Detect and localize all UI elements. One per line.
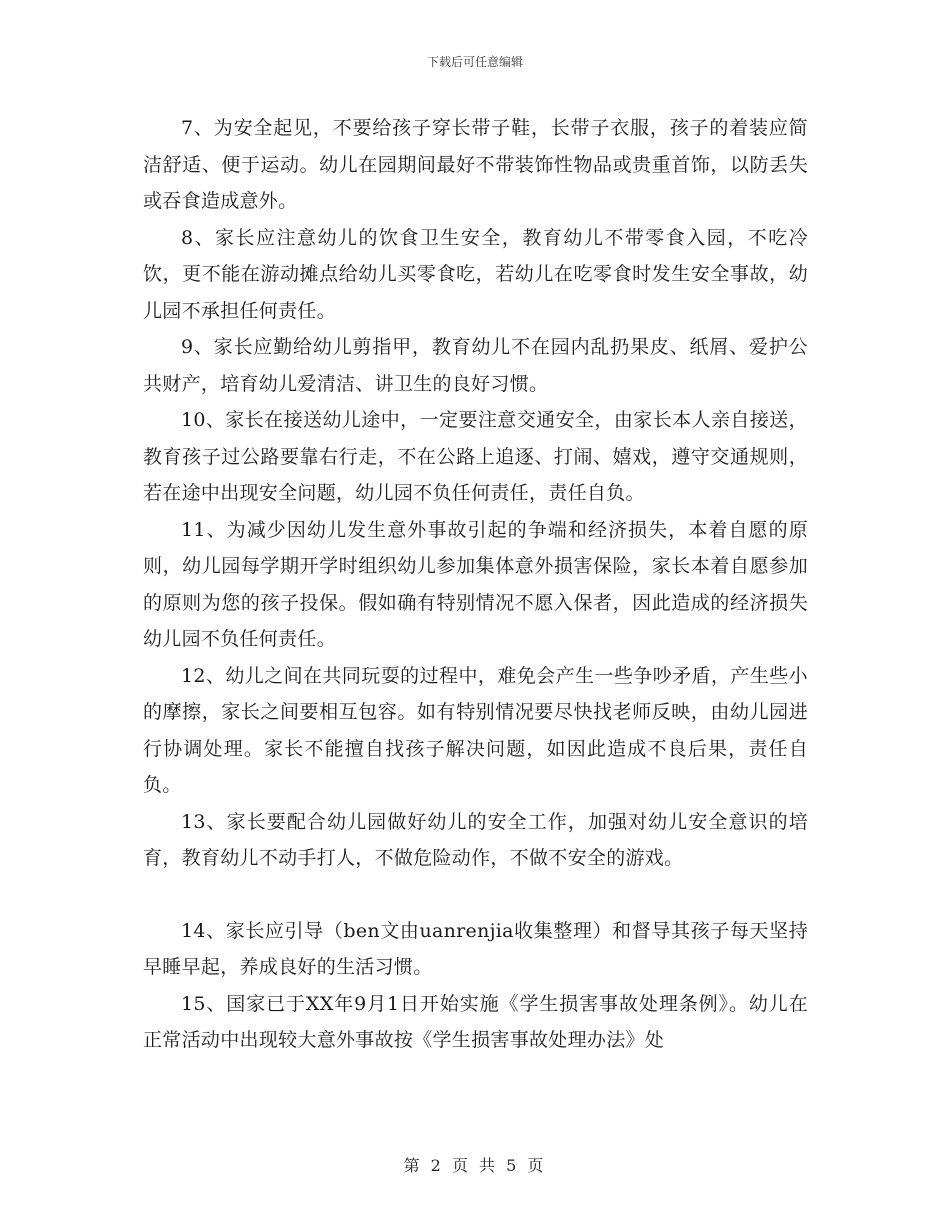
paragraph-item-13: 13、家长要配合幼儿园做好幼儿的安全工作，加强对幼儿安全意识的培育，教育幼儿不动手打人，不做危险动作，不做不安全的游戏。: [143, 810, 808, 869]
page-number-footer: 第 2 页 共 5 页: [403, 1156, 547, 1175]
paragraph-item-7: 7、为安全起见，不要给孩子穿长带子鞋，长带子衣服，孩子的着装应简洁舒适、便于运动。幼儿在园期间最好不带装饰性物品或贵重首饰，以防丢失或吞食造成意外。: [143, 117, 808, 212]
paragraph-item-15: 15、国家已于XX年9月1日开始实施《学生损害事故处理条例》。幼儿在正常活动中出现较大意外事故按《学生损害事故处理办法》处: [143, 992, 808, 1051]
paragraph-item-9: 9、家长应勤给幼儿剪指甲，教育幼儿不在园内乱扔果皮、纸屑、爱护公共财产，培育幼儿爱清洁、讲卫生的良好习惯。: [143, 336, 808, 395]
paragraph-item-12: 12、幼儿之间在共同玩耍的过程中，难免会产生一些争吵矛盾，产生些小的摩擦，家长之间要相互包容。如有特别情况要尽快找老师反映，由幼儿园进行协调处理。家长不能擅自找孩子解决问题，如因此造成不良后果，责任自负。: [143, 664, 808, 796]
paragraph-item-8: 8、家长应注意幼儿的饮食卫生安全，教育幼儿不带零食入园，不吃冷饮，更不能在游动摊点给幼儿买零食吃，若幼儿在吃零食时发生安全事故，幼儿园不承担任何责任。: [143, 226, 808, 322]
paragraph-item-14: 14、家长应引导（ben文由uanrenjia收集整理）和督导其孩子每天坚持早睡早起，养成良好的生活习惯。: [143, 919, 808, 978]
paragraph-item-10: 10、家长在接送幼儿途中，一定要注意交通安全，由家长本人亲自接送，教育孩子过公路要靠右行走，不在公路上追逐、打闹、嬉戏，遵守交通规则，若在途中出现安全问题，幼儿园不负任何责任，责任自负。: [143, 409, 808, 504]
document-body: [143, 110, 808, 1059]
header-note: 下载后可任意编辑: [426, 55, 523, 69]
paragraph-item-11: 11、为减少因幼儿发生意外事故引起的争端和经济损失，本着自愿的原则，幼儿园每学期开学时组织幼儿参加集体意外损害保险，家长本着自愿参加的原则为您的孩子投保。假如确有特别情况不愿入保者，因此造成的经济损失幼儿园不负任何责任。: [143, 518, 808, 650]
